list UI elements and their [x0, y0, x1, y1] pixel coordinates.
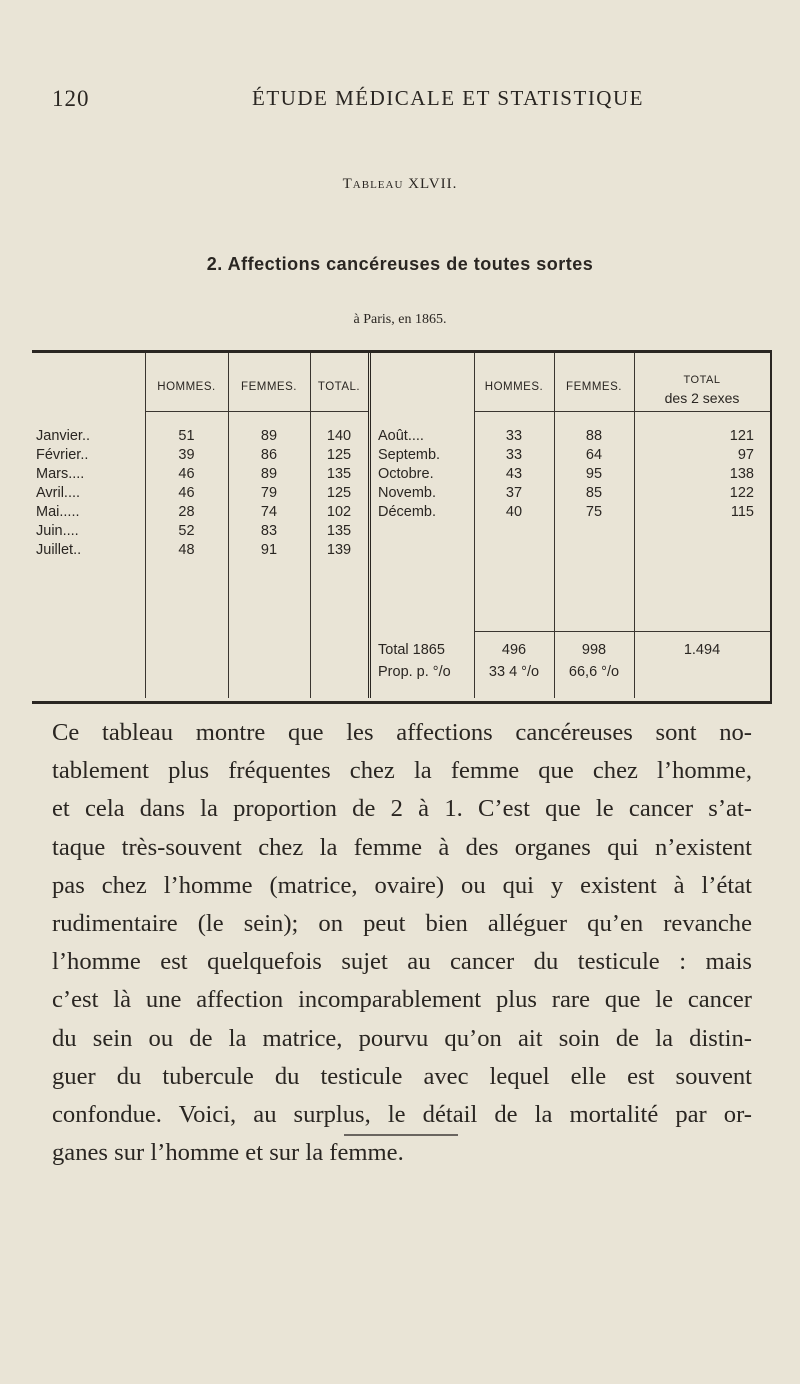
right-row-month: Novemb.	[378, 485, 437, 501]
body-line: Ce tableau montre que les affections cancéreuses sont no-	[52, 719, 752, 746]
left-row-month: Juin....	[36, 523, 79, 539]
right-row-hommes: 43	[505, 466, 523, 482]
left-row-month: Janvier..	[36, 428, 90, 444]
right-row-total: 122	[729, 485, 754, 501]
left-row-femmes: 79	[260, 485, 278, 501]
left-row-month: Mars....	[36, 466, 85, 482]
left-row-total: 125	[326, 447, 352, 463]
left-row-month: Mai.....	[36, 504, 80, 520]
table-hrule	[145, 411, 368, 412]
tableau-label: Tableau XLVII.	[342, 176, 458, 192]
body-line: ganes sur l’homme et sur la femme.	[52, 1139, 404, 1167]
left-row-month: Avril....	[36, 485, 81, 501]
col-header-total-line1: TOTAL	[683, 374, 721, 386]
left-row-hommes: 39	[178, 447, 195, 463]
col-header-total-sexes	[634, 371, 770, 407]
right-row-hommes: 37	[505, 485, 523, 501]
left-row-total: 140	[326, 428, 352, 444]
right-row-month: Octobre.	[378, 466, 434, 482]
body-line: tablement plus fréquentes chez la femme que chez l’homme,	[52, 757, 752, 785]
page-number: 120	[52, 86, 90, 111]
col-header-total-line2: des 2 sexes	[664, 390, 740, 406]
body-line: pas chez l’homme (matrice, ovaire) ou qui y existent à l’état	[52, 871, 752, 899]
total-row-total: 1.494	[683, 642, 721, 658]
prop-row-femmes: 66,6 °/o	[568, 664, 620, 680]
table-vrule	[368, 353, 371, 698]
right-row-month: Septemb.	[378, 447, 441, 463]
left-row-month: Juillet..	[36, 542, 82, 558]
running-header	[52, 86, 752, 116]
col-header-femmes-right: FEMMES.	[566, 381, 622, 393]
body-line: rudimentaire (le sein); on peut bien alléguer qu’en revanche	[52, 910, 752, 938]
total-row-label: Total 1865	[378, 642, 445, 658]
left-row-femmes: 74	[260, 504, 278, 520]
left-row-total: 102	[326, 504, 352, 520]
right-row-month: Août....	[378, 428, 424, 444]
body-line: taque très-souvent chez la femme à des organes qui n’existent	[52, 833, 752, 861]
prop-row-hommes: 33 4 °/o	[488, 664, 540, 680]
right-row-femmes: 75	[585, 504, 603, 520]
right-row-hommes: 40	[505, 504, 523, 520]
section-title: 2. Affections cancéreuses de toutes sortes	[206, 254, 594, 274]
right-row-month: Décemb.	[378, 504, 437, 520]
body-line: confondue. Voici, au surplus, le détail de la mortalité par or-	[52, 1101, 752, 1129]
body-line: c’est là une affection incomparablement plus rare que le cancer	[52, 986, 752, 1014]
right-row-total: 138	[729, 466, 754, 482]
left-row-total: 139	[326, 542, 352, 558]
body-line: du sein ou de la matrice, pourvu qu’on ait soin de la distin-	[52, 1024, 752, 1052]
body-line: guer du tubercule du testicule avec lequel elle est souvent	[52, 1062, 752, 1090]
col-header-total: TOTAL.	[317, 381, 361, 393]
left-row-hommes: 46	[178, 485, 195, 501]
right-row-femmes: 64	[585, 447, 603, 463]
right-row-hommes: 33	[505, 447, 523, 463]
left-row-femmes: 89	[260, 428, 278, 444]
left-row-hommes: 46	[178, 466, 195, 482]
left-row-hommes: 48	[178, 542, 195, 558]
left-row-femmes: 91	[260, 542, 278, 558]
left-row-hommes: 28	[178, 504, 195, 520]
left-row-femmes: 86	[260, 447, 278, 463]
col-header-hommes: HOMMES.	[157, 381, 216, 393]
table-hrule	[474, 631, 770, 632]
right-row-hommes: 33	[505, 428, 523, 444]
mortality-table	[32, 350, 772, 704]
col-header-femmes: FEMMES.	[241, 381, 297, 393]
total-row-femmes: 998	[581, 642, 607, 658]
prop-row-label: Prop. p. °/o	[378, 664, 451, 680]
left-row-total: 135	[326, 523, 352, 539]
table-hrule	[474, 411, 770, 412]
body-line: l’homme est quelquefois sujet au cancer du testicule : mais	[52, 948, 752, 976]
left-row-total: 135	[326, 466, 352, 482]
right-row-total: 121	[729, 428, 754, 444]
right-row-femmes: 85	[585, 485, 603, 501]
right-row-femmes: 88	[585, 428, 603, 444]
total-row-hommes: 496	[501, 642, 527, 658]
right-row-total: 97	[737, 447, 754, 463]
left-row-total: 125	[326, 485, 352, 501]
left-row-femmes: 89	[260, 466, 278, 482]
left-row-hommes: 52	[178, 523, 195, 539]
right-row-femmes: 95	[585, 466, 603, 482]
left-row-hommes: 51	[178, 428, 195, 444]
right-row-total: 115	[730, 504, 754, 520]
col-header-hommes-right: HOMMES.	[484, 381, 544, 393]
left-row-femmes: 83	[260, 523, 278, 539]
left-row-month: Février..	[36, 447, 89, 463]
running-title: ÉTUDE MÉDICALE ET STATISTIQUE	[252, 86, 644, 110]
closing-rule	[344, 1134, 458, 1136]
body-paragraph	[52, 714, 752, 1172]
section-subtitle: à Paris, en 1865.	[353, 312, 447, 327]
body-line: et cela dans la proportion de 2 à 1. C’est que le cancer s’at-	[52, 795, 752, 823]
